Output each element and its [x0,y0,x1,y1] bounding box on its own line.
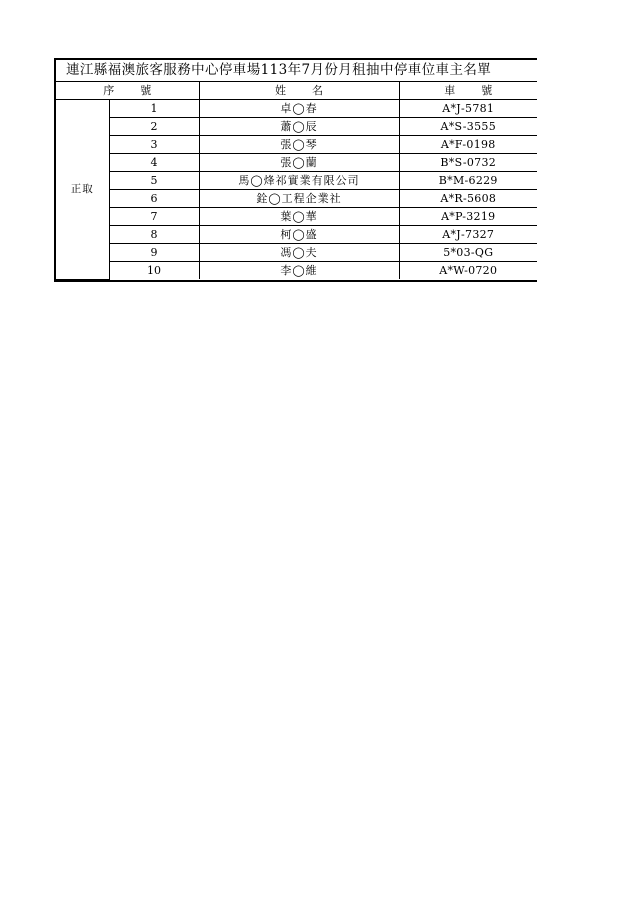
row-number: 1 [109,100,199,118]
row-number: 4 [109,154,199,172]
owner-name: 銓◯工程企業社 [199,190,399,208]
owner-name: 李◯維 [199,262,399,280]
plate-number: 5*03-QG [399,244,537,262]
owner-name: 馮◯夫 [199,244,399,262]
plate-number: A*P-3219 [399,208,537,226]
owner-name: 張◯蘭 [199,154,399,172]
table-row [56,100,537,118]
plate-number: A*W-0720 [439,264,498,277]
table-row [56,244,537,262]
owner-name: 張◯琴 [199,136,399,154]
header-seq: 序 號 [56,82,199,100]
owner-name: 蕭◯辰 [199,118,399,136]
sheet-title: 連江縣福澳旅客服務中心停車場113年7月份月租抽中停車位車主名單 [56,60,537,82]
winners-list-sheet [54,58,537,282]
row-number: 5 [109,172,199,190]
plate-number: B*S-0732 [399,154,537,172]
row-number: 2 [109,118,199,136]
table-row [56,262,537,280]
category-cell: 正取 [56,100,109,280]
plate-number: A*J-7327 [399,226,537,244]
row-number: 7 [109,208,199,226]
row-number: 9 [109,244,199,262]
owner-name: 卓◯春 [199,100,399,118]
table-row [56,154,537,172]
row-number: 3 [109,136,199,154]
owner-name: 柯◯盛 [199,226,399,244]
plate-number: A*S-3555 [399,118,537,136]
table-header-row [56,82,537,100]
plate-number: A*F-0198 [399,136,537,154]
table-row [56,172,537,190]
table-row [56,136,537,154]
row-number: 8 [109,226,199,244]
header-name: 姓 名 [199,82,399,100]
row-number: 10 [109,262,199,280]
owner-name: 馬◯烽祁實業有限公司 [199,172,399,190]
plate-number: A*J-5781 [399,100,537,118]
plate-number: A*R-5608 [399,190,537,208]
owner-name: 葉◯華 [199,208,399,226]
table-row [56,208,537,226]
row-number: 6 [109,190,199,208]
table-row [56,190,537,208]
table-row [56,226,537,244]
header-plate: 車 號 [399,82,537,100]
plate-number: B*M-6229 [399,172,537,190]
winners-table [56,82,537,280]
table-row [56,118,537,136]
